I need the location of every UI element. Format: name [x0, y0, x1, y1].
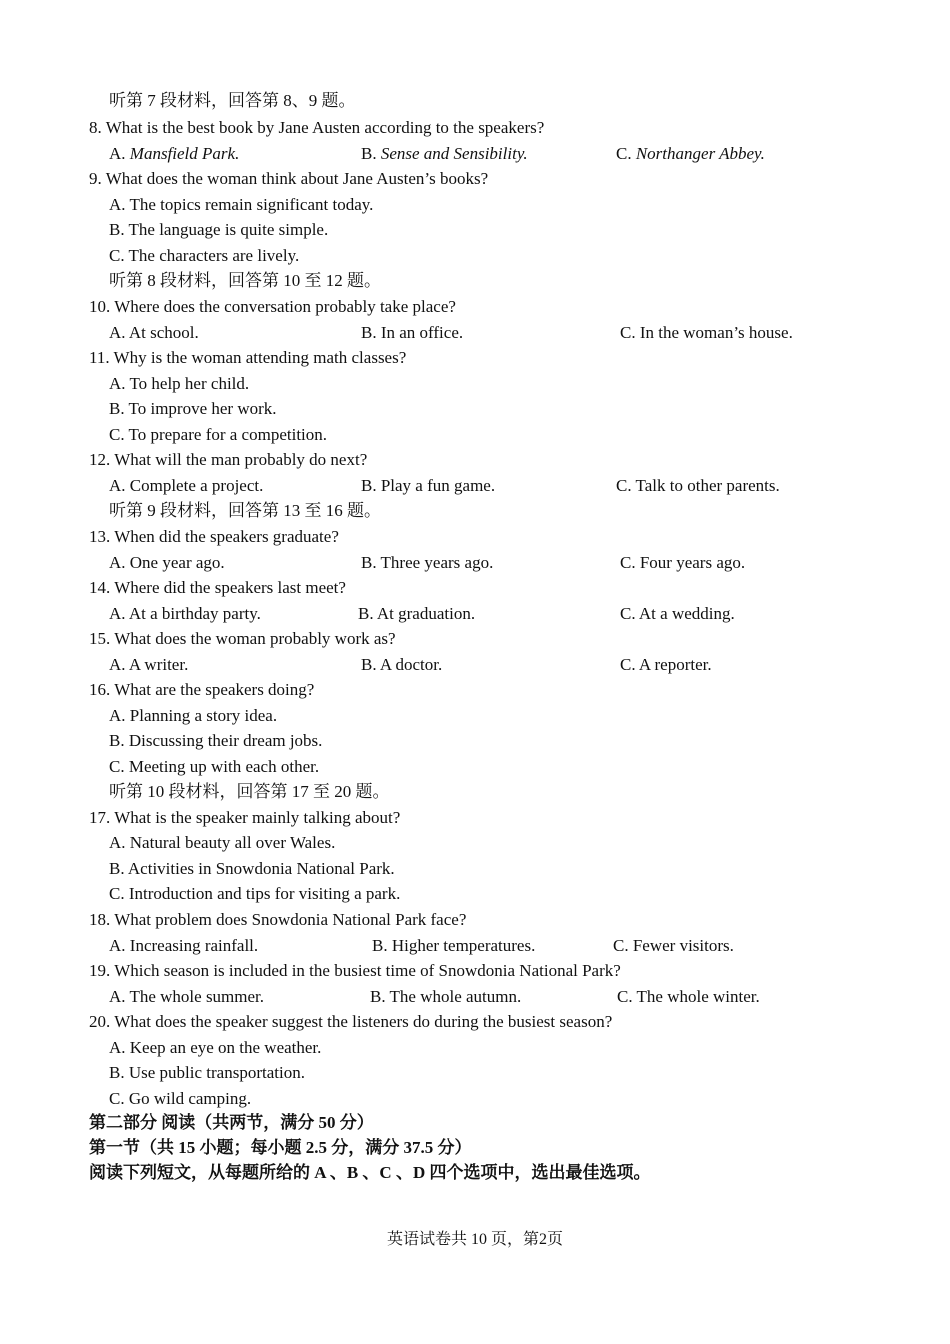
question-16: 16. What are the speakers doing? [89, 680, 315, 699]
question-13: 13. When did the speakers graduate? [89, 527, 339, 546]
section-heading: 听第 10 段材料，回答第 17 至 20 题。 [109, 782, 390, 801]
question-9: 9. What does the woman think about Jane Austen’s books? [89, 169, 489, 188]
question-17: 17. What is the speaker mainly talking about? [89, 808, 401, 827]
question-14: 14. Where did the speakers last meet? [89, 578, 346, 597]
q14-option-c: C. At a wedding. [620, 604, 735, 623]
q9-option-c: C. The characters are lively. [109, 246, 300, 265]
q8-option-a: A. Mansfield Park. [109, 144, 240, 163]
q18-option-a: A. Increasing rainfall. [109, 936, 259, 955]
question-19: 19. Which season is included in the busiest time of Snowdonia National Park? [89, 961, 621, 980]
section-heading: 听第 7 段材料，回答第 8、9 题。 [109, 91, 356, 110]
q16-option-c: C. Meeting up with each other. [109, 757, 320, 776]
q20-option-a: A. Keep an eye on the weather. [109, 1038, 322, 1057]
q10-option-b: B. In an office. [361, 323, 464, 342]
q19-option-b: B. The whole autumn. [370, 987, 522, 1006]
q11-option-a: A. To help her child. [109, 374, 250, 393]
q15-option-c: C. A reporter. [620, 655, 712, 674]
q13-option-b: B. Three years ago. [361, 553, 494, 572]
question-20: 20. What does the speaker suggest the listeners do during the busiest season? [89, 1012, 613, 1031]
q12-option-b: B. Play a fun game. [361, 476, 496, 495]
q10-option-c: C. In the woman’s house. [620, 323, 793, 342]
q17-option-a: A. Natural beauty all over Wales. [109, 833, 336, 852]
section-heading: 听第 8 段材料，回答第 10 至 12 题。 [109, 271, 381, 290]
question-11: 11. Why is the woman attending math classes? [89, 348, 407, 367]
question-18: 18. What problem does Snowdonia National Park face? [89, 910, 467, 929]
question-10: 10. Where does the conversation probably take place? [89, 297, 456, 316]
q19-option-a: A. The whole summer. [109, 987, 265, 1006]
section-heading: 听第 9 段材料，回答第 13 至 16 题。 [109, 501, 381, 520]
q15-option-b: B. A doctor. [361, 655, 443, 674]
q18-option-b: B. Higher temperatures. [372, 936, 536, 955]
part-heading: 第二部分 阅读（共两节，满分 50 分） [89, 1113, 374, 1132]
q16-option-a: A. Planning a story idea. [109, 706, 278, 725]
q18-option-c: C. Fewer visitors. [613, 936, 734, 955]
question-12: 12. What will the man probably do next? [89, 450, 368, 469]
q15-option-a: A. A writer. [109, 655, 189, 674]
q8-option-c: C. Northanger Abbey. [616, 144, 765, 163]
question-8: 8. What is the best book by Jane Austen according to the speakers? [89, 118, 545, 137]
q17-option-b: B. Activities in Snowdonia National Park. [109, 859, 395, 878]
q13-option-c: C. Four years ago. [620, 553, 746, 572]
q20-option-c: C. Go wild camping. [109, 1089, 252, 1108]
q20-option-b: B. Use public transportation. [109, 1063, 305, 1082]
page-footer: 英语试卷共 10 页，第2页 [386, 1231, 563, 1248]
q10-option-a: A. At school. [109, 323, 199, 342]
q9-option-a: A. The topics remain significant today. [109, 195, 374, 214]
instructions: 阅读下列短文，从每题所给的 A 、B 、C 、D 四个选项中，选出最佳选项。 [89, 1163, 651, 1182]
q11-option-b: B. To improve her work. [109, 399, 277, 418]
q12-option-a: A. Complete a project. [109, 476, 264, 495]
q13-option-a: A. One year ago. [109, 553, 225, 572]
question-15: 15. What does the woman probably work as? [89, 629, 396, 648]
q12-option-c: C. Talk to other parents. [616, 476, 780, 495]
q14-option-a: A. At a birthday party. [109, 604, 261, 623]
q9-option-b: B. The language is quite simple. [109, 220, 329, 239]
q16-option-b: B. Discussing their dream jobs. [109, 731, 323, 750]
q11-option-c: C. To prepare for a competition. [109, 425, 328, 444]
q14-option-b: B. At graduation. [358, 604, 476, 623]
q19-option-c: C. The whole winter. [617, 987, 760, 1006]
q17-option-c: C. Introduction and tips for visiting a park. [109, 884, 401, 903]
q8-option-b: B. Sense and Sensibility. [361, 144, 528, 163]
section-subheading: 第一节（共 15 小题；每小题 2.5 分，满分 37.5 分） [89, 1138, 472, 1157]
